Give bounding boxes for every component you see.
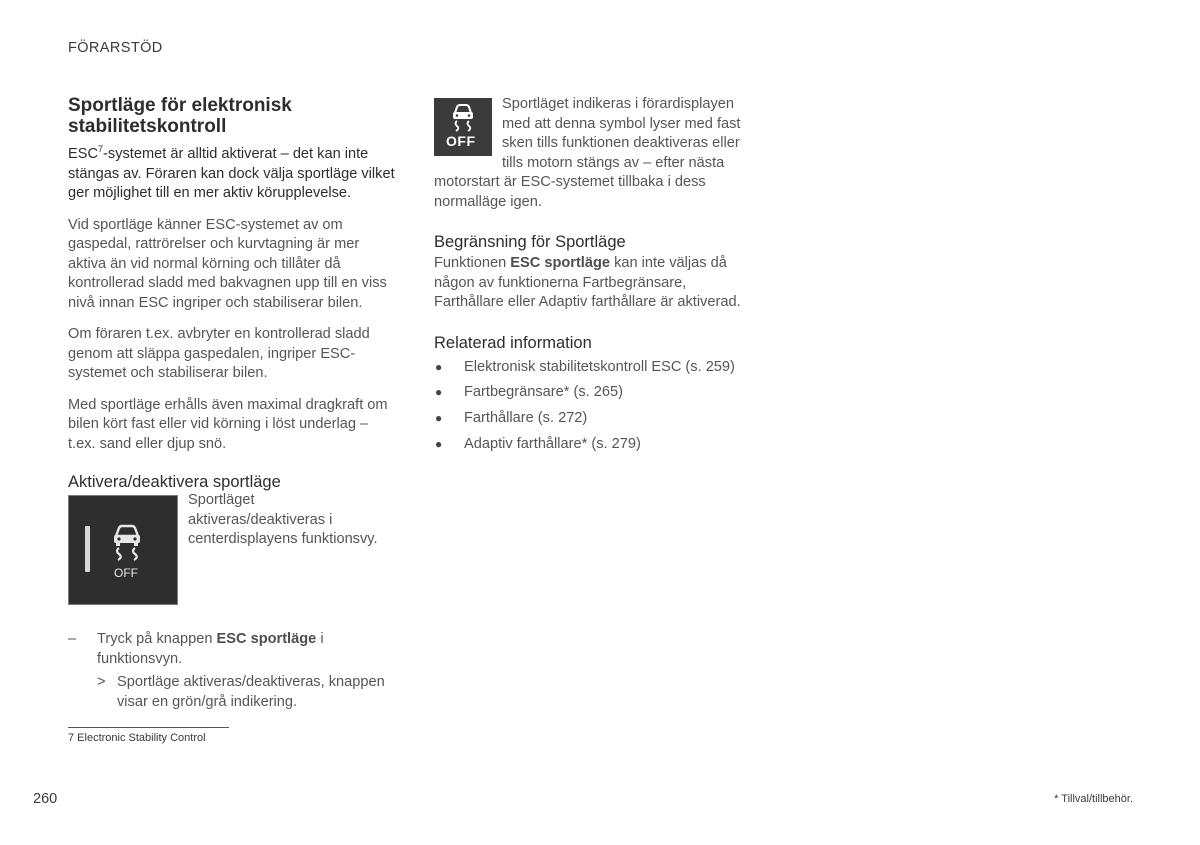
related-link-text: Farthållare (s. 272) (464, 409, 588, 426)
step-item (68, 630, 398, 669)
bullet-icon: ● (435, 385, 443, 400)
related-list (434, 355, 754, 458)
result-text: Sportläge aktiveras/deaktiveras, knappen visar en grön/grå indikering. (117, 674, 385, 710)
body-paragraph-1: Vid sportläge känner ESC-systemet av om gaspedal, rattrörelser och kurvtagning är mer aktiva än vid normal körning och tillåter då kontrollerad sladd med bakvagnen upp till en viss nivå innan ESC ingriper och stabiliserar bilen. (68, 216, 387, 311)
section-header: FÖRARSTÖD (68, 40, 163, 56)
related-link-esc[interactable] (434, 355, 754, 381)
instruction-steps (68, 630, 398, 712)
esc-off-symbol (434, 98, 492, 156)
bullet-icon: ● (435, 410, 443, 425)
subhead-limitation: Begränsning för Sportläge (434, 233, 626, 251)
lead-paragraph (68, 145, 398, 204)
right-column (434, 95, 754, 457)
skid-car-icon (107, 522, 147, 564)
related-link-text: Elektronisk stabilitetskontroll ESC (s. 259) (464, 358, 735, 375)
step-text-pre: Tryck på knappen (97, 631, 217, 647)
result-arrow: > (97, 674, 106, 690)
subhead-related: Relaterad information (434, 333, 592, 352)
page-title: Sportläge för elektronisk stabilitetskontroll (68, 95, 292, 137)
footnote: 7 Electronic Stability Control (68, 732, 206, 744)
related-link-text: Adaptiv farthållare* (s. 279) (464, 435, 641, 452)
related-link-adaptive-cruise[interactable] (434, 432, 754, 458)
esc-button-figure (68, 492, 398, 608)
step-result (97, 673, 398, 712)
step-dash: – (68, 631, 77, 647)
footnote-divider (68, 727, 229, 728)
step-text (97, 630, 398, 669)
esc-sport-ref: ESC sportläge (510, 255, 611, 271)
esc-sport-button-ref: ESC sportläge (216, 631, 317, 647)
limit-text-post: kan inte väljas då någon av funktionerna Fartbegränsare, Farthållare eller Adaptiv farthållare är aktiverad. (434, 255, 741, 310)
body-paragraph-2: Om föraren t.ex. avbryter en kontrollerad sladd genom att släppa gaspedalen, ingriper ESC-systemet och stabiliserar bilen. (68, 326, 370, 381)
related-link-text: Fartbegränsare* (s. 265) (464, 384, 623, 401)
off-label: OFF (114, 566, 138, 580)
option-note: * Tillval/tillbehör. (1054, 793, 1133, 805)
subhead-activate: Aktivera/deaktivera sportläge (68, 473, 281, 491)
indicator-text: Sportläget indikeras i förardisplayen med att denna symbol lyser med fast sken tills funktionen deaktiveras eller tills motorn stängs av – efter nästa (502, 96, 741, 171)
status-indicator-bar (85, 526, 90, 572)
image-caption-text: Sportläget aktiveras/deaktiveras i centerdisplayens funktionsvy. (188, 492, 378, 547)
page-number: 260 (33, 791, 58, 807)
indicator-block (434, 95, 754, 173)
limitation-paragraph (434, 254, 754, 313)
step-text-post: i funktionsvyn. (97, 631, 324, 667)
left-column (68, 95, 398, 712)
lead-pre: ESC (68, 146, 99, 162)
footnote-ref[interactable]: 7 (98, 144, 104, 154)
limit-text-pre: Funktionen (434, 255, 511, 271)
body-paragraph-3: Med sportläge erhålls även maximal dragkraft om bilen kört fast eller vid körning i löst underlag – t.ex. sand eller djup snö. (68, 396, 388, 452)
lead-post: -systemet är alltid aktiverat – det kan inte stängas av. Föraren kan dock välja sportläge vilket ger möjlighet till en mer aktiv körupplevelse. (68, 146, 395, 201)
indicator-text-cont: motorstart är ESC-systemet tillbaka i dess normalläge igen. (434, 174, 706, 210)
bullet-icon: ● (435, 359, 443, 374)
off-label: OFF (446, 133, 476, 149)
esc-sport-button-image (68, 495, 178, 605)
related-link-cruise-control[interactable] (434, 406, 754, 432)
bullet-icon: ● (435, 436, 443, 451)
related-link-speed-limiter[interactable] (434, 380, 754, 406)
